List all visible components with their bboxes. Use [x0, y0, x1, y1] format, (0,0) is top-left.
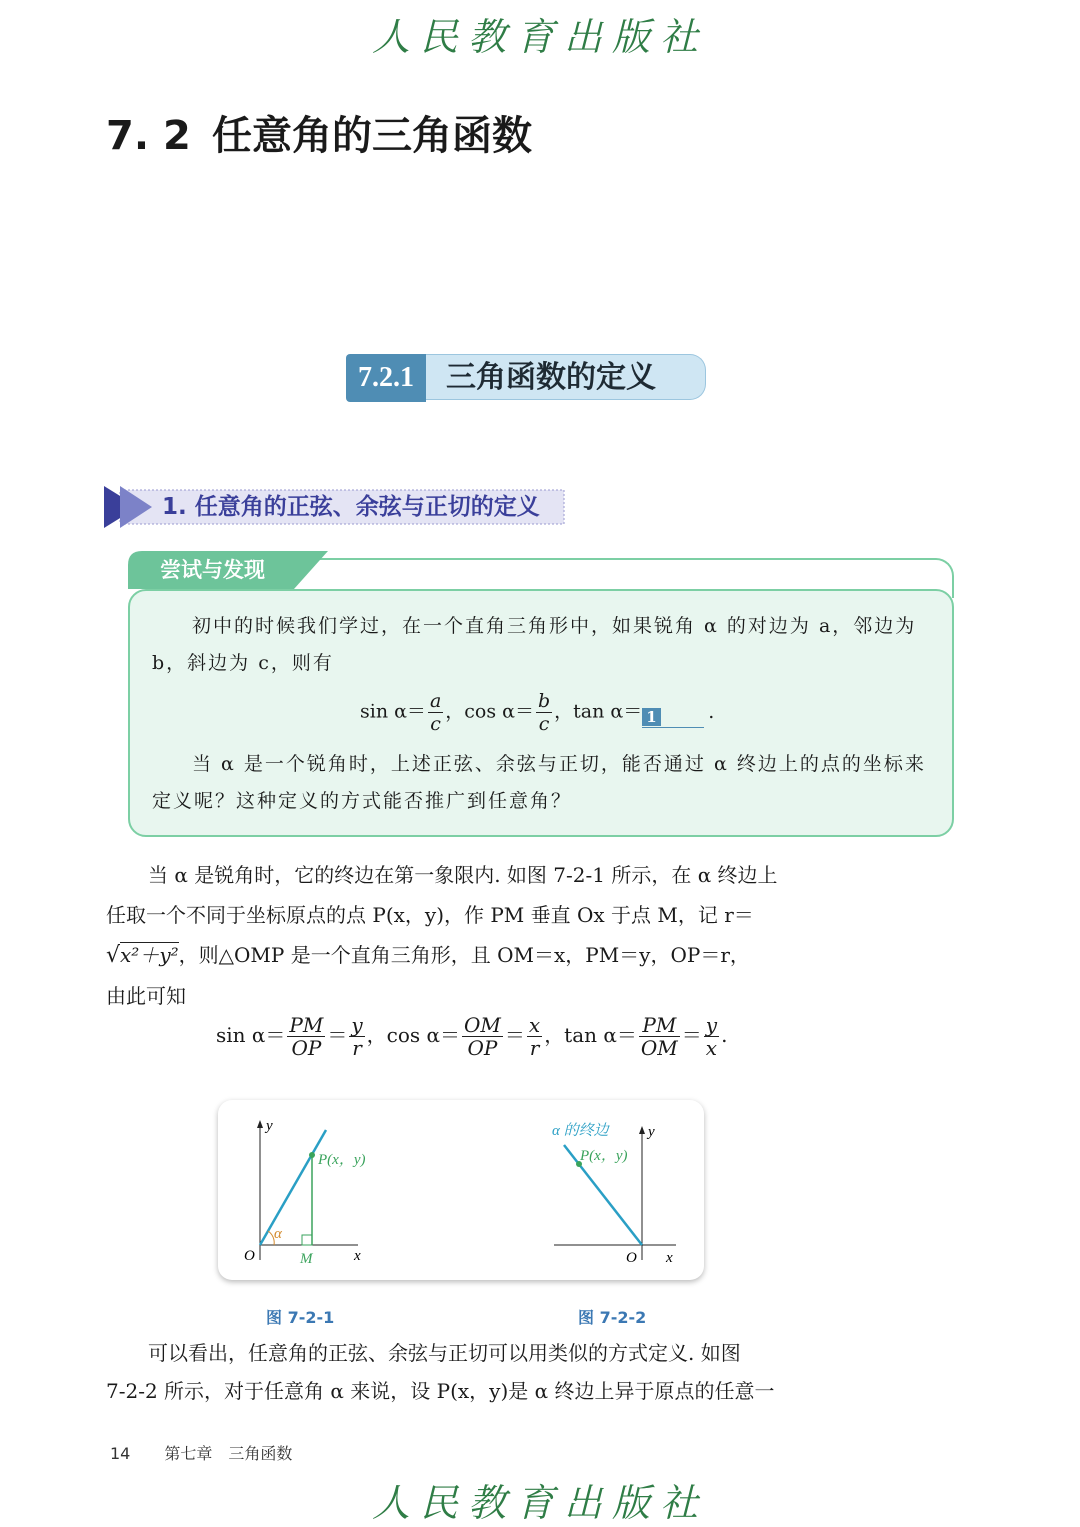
sqrt-expression: x²＋y² [120, 943, 179, 967]
sin-label: sin α＝ [360, 700, 426, 723]
y-label: y [266, 1118, 273, 1134]
figures-svg [218, 1100, 704, 1280]
point-heading [104, 486, 566, 528]
x-label: x [354, 1248, 361, 1264]
m-label: M [300, 1251, 313, 1267]
frac-num: y [351, 1013, 363, 1037]
try-tab-label: 尝试与发现 [160, 558, 265, 582]
right-angle-mark [302, 1235, 312, 1245]
frac-x-r [527, 1014, 542, 1059]
try-paragraph-2: 当 α 是一个锐角时，上述正弦、余弦与正切，能否通过 α 终边上的点的坐标来定义呢？这种定义的方式能否推广到任意角？ [152, 753, 926, 812]
formula-end: . [721, 1023, 728, 1047]
frac-den: c [430, 713, 441, 735]
frac-num: x [528, 1013, 541, 1037]
page-footer [110, 1441, 292, 1464]
terminal-label: α 的终边 [552, 1123, 609, 1139]
body1-line3-rest: ，则△OMP 是一个直角三角形，且 OM＝x，PM＝y，OP＝r， [178, 943, 750, 967]
figure-1-caption: 图 7-2-1 [266, 1308, 335, 1327]
frac-pm-om [639, 1014, 680, 1059]
body1-line4: 由此可知 [106, 984, 186, 1008]
try-paragraph-1: 初中的时候我们学过，在一个直角三角形中，如果锐角 α 的对边为 a，邻边为 b，斜边为 c，则有 [152, 615, 917, 674]
frac-den: c [538, 713, 550, 735]
p-label: P(x，y) [580, 1148, 628, 1164]
tan-label: ，tan α＝ [544, 1023, 637, 1047]
cos-label: ，cos α＝ [445, 700, 534, 723]
page-number: 14 [110, 1444, 131, 1463]
try-box-tab [128, 551, 328, 589]
try-formula [360, 690, 714, 735]
publisher-watermark-bottom: 人民教育出版社 [371, 1481, 708, 1525]
section-title-text: 任意角的三角函数 [212, 113, 532, 159]
tan-label: ，tan α＝ [554, 700, 643, 723]
y-label: y [648, 1124, 655, 1140]
body-paragraph-1 [106, 855, 830, 1016]
frac-num: a [429, 690, 442, 712]
frac-num: y [705, 1013, 718, 1037]
frac-pm-op [287, 1014, 325, 1059]
frac-y-r [349, 1014, 364, 1059]
chapter-label: 第七章 三角函数 [164, 1444, 293, 1463]
blank-number: 1 [642, 708, 660, 726]
body1-line3: √x²＋y²，则△OMP 是一个直角三角形，且 OM＝x，PM＝y，OP＝r， [106, 943, 750, 968]
x-label: x [666, 1250, 673, 1266]
body-paragraph-2 [106, 1334, 830, 1410]
p-label: P(x，y) [318, 1152, 366, 1168]
body2-line2: 7-2-2 所示，对于任意角 α 来说，设 P(x，y)是 α 终边上异于原点的任意一 [106, 1379, 775, 1403]
frac-den: r [352, 1036, 362, 1060]
frac-y-x [704, 1014, 719, 1059]
figure-2-caption: 图 7-2-2 [578, 1308, 647, 1327]
formula-end: . [708, 700, 715, 723]
frac-num: PM [639, 1014, 680, 1037]
body2-line1: 可以看出，任意角的正弦、余弦与正切可以用类似的方式定义. 如图 [148, 1341, 741, 1365]
point-heading-text: 1. 任意角的正弦、余弦与正切的定义 [162, 494, 540, 520]
frac-a-c [428, 690, 443, 735]
equals: ＝ [327, 1023, 348, 1047]
origin-label: O [626, 1250, 637, 1266]
origin-label: O [244, 1248, 255, 1264]
figure-7-2-1 [244, 1118, 365, 1267]
frac-b-c [536, 690, 552, 735]
publisher-watermark-top: 人民教育出版社 [371, 15, 708, 59]
cos-label: ，cos α＝ [366, 1023, 461, 1047]
figure-card [218, 1100, 704, 1280]
y-arrow [639, 1126, 645, 1134]
frac-den: OP [291, 1036, 322, 1060]
frac-den: OM [640, 1036, 678, 1060]
answer-blank[interactable] [642, 705, 704, 728]
definition-formula [216, 1014, 727, 1059]
body1-line2: 任取一个不同于坐标原点的点 P(x，y)，作 PM 垂直 Ox 于点 M，记 r＝ [106, 903, 754, 927]
frac-den: x [705, 1036, 718, 1060]
frac-num: PM [289, 1013, 324, 1037]
alpha-label: α [274, 1226, 282, 1242]
equals: ＝ [681, 1023, 702, 1047]
subsection-number: 7.2.1 [346, 354, 426, 402]
frac-den: OP [467, 1036, 498, 1060]
body1-line1: 当 α 是锐角时，它的终边在第一象限内. 如图 7-2-1 所示，在 α 终边上 [148, 863, 778, 887]
subsection-heading [346, 354, 712, 402]
section-number: 7. 2 [106, 113, 191, 159]
frac-num: OM [464, 1013, 501, 1037]
frac-om-op [462, 1014, 503, 1059]
frac-num: b [537, 690, 551, 712]
sin-label: sin α＝ [216, 1023, 286, 1047]
subsection-title: 三角函数的定义 [426, 354, 706, 400]
y-arrow [257, 1120, 263, 1128]
figure-7-2-2 [552, 1122, 676, 1266]
section-title [106, 104, 532, 161]
equals: ＝ [504, 1023, 525, 1047]
frac-den: r [529, 1036, 540, 1060]
terminal-side [260, 1130, 326, 1245]
point-p [309, 1152, 315, 1158]
